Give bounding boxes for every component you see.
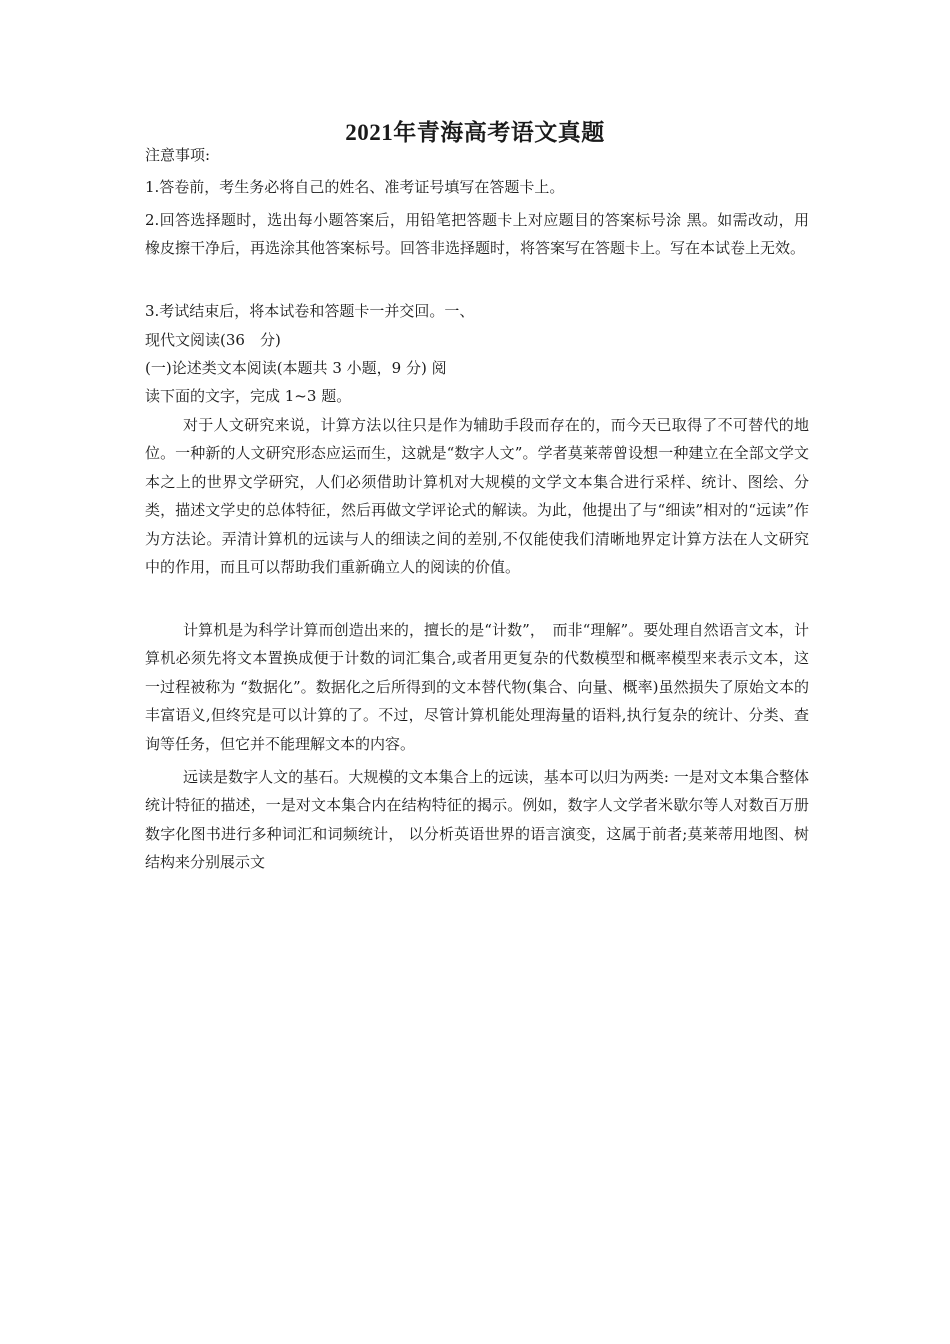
notice-heading: 注意事项: bbox=[145, 146, 211, 164]
notice-item-3: 3.考试结束后，将本试卷和答题卡一并交回。一、 bbox=[145, 302, 475, 320]
section-heading: 现代文阅读(36 分) bbox=[145, 331, 281, 349]
passage-paragraph-1: 对于人文研究来说，计算方法以往只是作为辅助手段而存在的，而今天已取得了不可替代的地位。一种新的人文研究形态应运而生，这就是“数字人文”。学者莫莱蒂曾设想一种建立在全部文学文本之上的世界文学研究，人们必须借助计算机对大规模的文学文本集合进行采样、统计、图绘、分类，描述文学史的总体特征，然后再做文学评论式的解读。为此，他提出了与“细读”相对的“远读”作为方法论。弄清计算机的远读与人的细读之间的差别,不仅能使我们清晰地界定计算方法在人文研究中的作用，而且可以帮助我们重新确立人的阅读的价值。 bbox=[145, 416, 809, 577]
reading-instruction: 读下面的文字，完成 1~3 题。 bbox=[145, 387, 352, 405]
passage-paragraph-3: 远读是数字人文的基石。大规模的文本集合上的远读，基本可以归为两类: 一是对文本集合整体统计特征的描述，一是对文本集合内在结构特征的揭示。例如，数字人文学者米歇尔等人对数百万册数字化图书进行多种词汇和词频统计， 以分析英语世界的语言演变，这属于前者;莫莱蒂用地图、树结构来分别展示文 bbox=[145, 768, 809, 872]
notice-item-2: 2.回答选择题时，选出每小题答案后，用铅笔把答题卡上对应题目的答案标号涂 黑。如需改动，用橡皮擦干净后，再选涂其他答案标号。回答非选择题时，将答案写在答题卡上。写在本试卷上无效。 bbox=[145, 211, 809, 258]
passage-paragraph-2: 计算机是为科学计算而创造出来的，擅长的是“计数”， 而非“理解”。要处理自然语言文本，计算机必须先将文本置换成便于计数的词汇集合,或者用更复杂的代数模型和概率模型来表示文本，这一过程被称为 “数据化”。数据化之后所得到的文本替代物(集合、向量、概率)虽然损失了原始文本的丰富语义,但终究是可以计算的了。不过，尽管计算机能处理海量的语料,执行复杂的统计、分类、查询等任务，但它并不能理解文本的内容。 bbox=[145, 621, 809, 753]
page-title: 2021年青海高考语文真题 bbox=[345, 120, 605, 145]
notice-item-1: 1.答卷前，考生务必将自己的姓名、准考证号填写在答题卡上。 bbox=[145, 178, 565, 196]
subsection-heading: (一)论述类文本阅读(本题共 3 小题，9 分) 阅 bbox=[145, 359, 447, 377]
